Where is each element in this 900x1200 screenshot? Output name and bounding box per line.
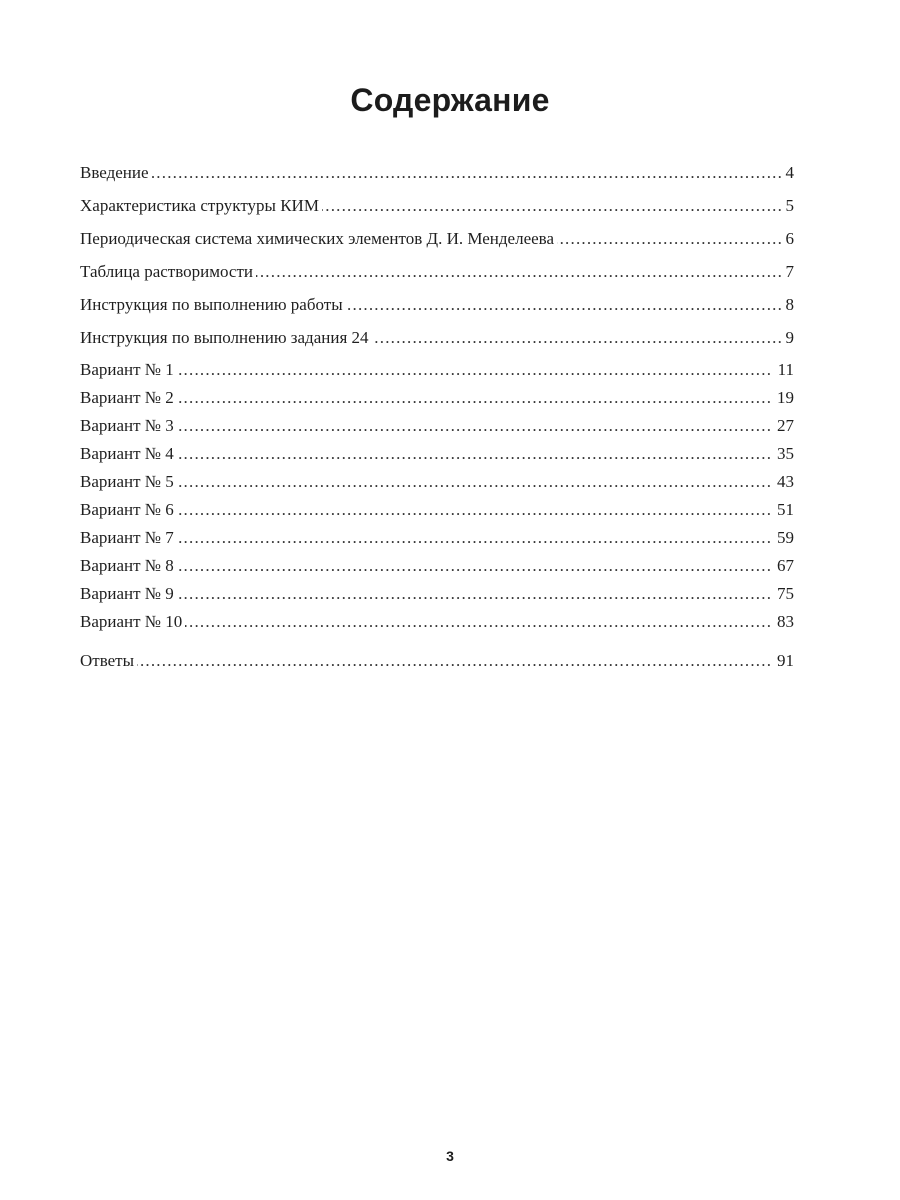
leader-dots [80, 158, 794, 187]
toc-entry-page: 83 [772, 608, 794, 636]
toc-entry-kim-structure[interactable] [80, 191, 794, 220]
toc-entry-label: Введение [80, 158, 152, 187]
leader-dots [80, 440, 794, 468]
toc-entry-work-instructions[interactable] [80, 290, 794, 319]
toc-entry-variant-6[interactable] [80, 496, 794, 524]
toc-entry-variant-5[interactable] [80, 468, 794, 496]
toc-entry-variant-2[interactable] [80, 384, 794, 412]
toc-entry-answers[interactable] [80, 646, 794, 675]
leader-dots [80, 580, 794, 608]
toc-entry-variant-7[interactable] [80, 524, 794, 552]
toc-entry-page: 19 [772, 384, 794, 412]
toc-entry-label: Вариант № 7 [80, 524, 177, 552]
toc-entry-page: 4 [781, 158, 795, 187]
toc-entry-page: 43 [772, 468, 794, 496]
page-number: 3 [446, 1148, 454, 1164]
leader-dots [80, 412, 794, 440]
leader-dots [80, 468, 794, 496]
toc-entry-label: Таблица растворимости [80, 257, 256, 286]
toc-entry-variant-4[interactable] [80, 440, 794, 468]
leader-dots [80, 646, 794, 675]
toc-entry-label: Инструкция по выполнению работы [80, 290, 346, 319]
toc-entry-page: 67 [772, 552, 794, 580]
toc-entry-label: Периодическая система химических элементов Д. И. Менделеева [80, 224, 557, 253]
toc-entry-label: Вариант № 9 [80, 580, 177, 608]
toc-entry-label: Вариант № 4 [80, 440, 177, 468]
toc-entry-page: 91 [772, 646, 794, 675]
toc-entry-variant-10[interactable] [80, 608, 794, 636]
toc-entry-page: 59 [772, 524, 794, 552]
toc-entry-page: 11 [773, 356, 794, 384]
toc-entry-page: 35 [772, 440, 794, 468]
toc-entry-label: Вариант № 2 [80, 384, 177, 412]
page-title: Содержание [350, 82, 550, 118]
leader-dots [80, 608, 794, 636]
toc-entry-page: 51 [772, 496, 794, 524]
toc-entry-solubility-table[interactable] [80, 257, 794, 286]
toc-entry-label: Вариант № 10 [80, 608, 185, 636]
toc-entry-page: 8 [781, 290, 795, 319]
toc-entry-introduction[interactable] [80, 158, 794, 187]
toc-entry-page: 6 [781, 224, 795, 253]
toc-entry-variant-9[interactable] [80, 580, 794, 608]
toc-entry-variant-8[interactable] [80, 552, 794, 580]
toc-entry-page: 5 [781, 191, 795, 220]
toc-entry-label: Вариант № 1 [80, 356, 177, 384]
toc-entry-task-24-instructions[interactable] [80, 323, 794, 352]
leader-dots [80, 356, 794, 384]
toc-entry-page: 9 [781, 323, 795, 352]
toc-entry-periodic-table[interactable] [80, 224, 794, 253]
toc-entry-page: 7 [781, 257, 795, 286]
leader-dots [80, 552, 794, 580]
toc-entry-variant-1[interactable] [80, 356, 794, 384]
toc-entry-label: Вариант № 8 [80, 552, 177, 580]
toc-entry-label: Инструкция по выполнению задания 24 [80, 323, 372, 352]
leader-dots [80, 496, 794, 524]
toc-entry-label: Вариант № 6 [80, 496, 177, 524]
leader-dots [80, 384, 794, 412]
table-of-contents [80, 158, 794, 675]
toc-entry-label: Вариант № 5 [80, 468, 177, 496]
toc-entry-page: 75 [772, 580, 794, 608]
toc-entry-label: Характеристика структуры КИМ [80, 191, 322, 220]
toc-entry-label: Вариант № 3 [80, 412, 177, 440]
toc-entry-page: 27 [772, 412, 794, 440]
toc-entry-variant-3[interactable] [80, 412, 794, 440]
leader-dots [80, 524, 794, 552]
toc-entry-label: Ответы [80, 646, 137, 675]
